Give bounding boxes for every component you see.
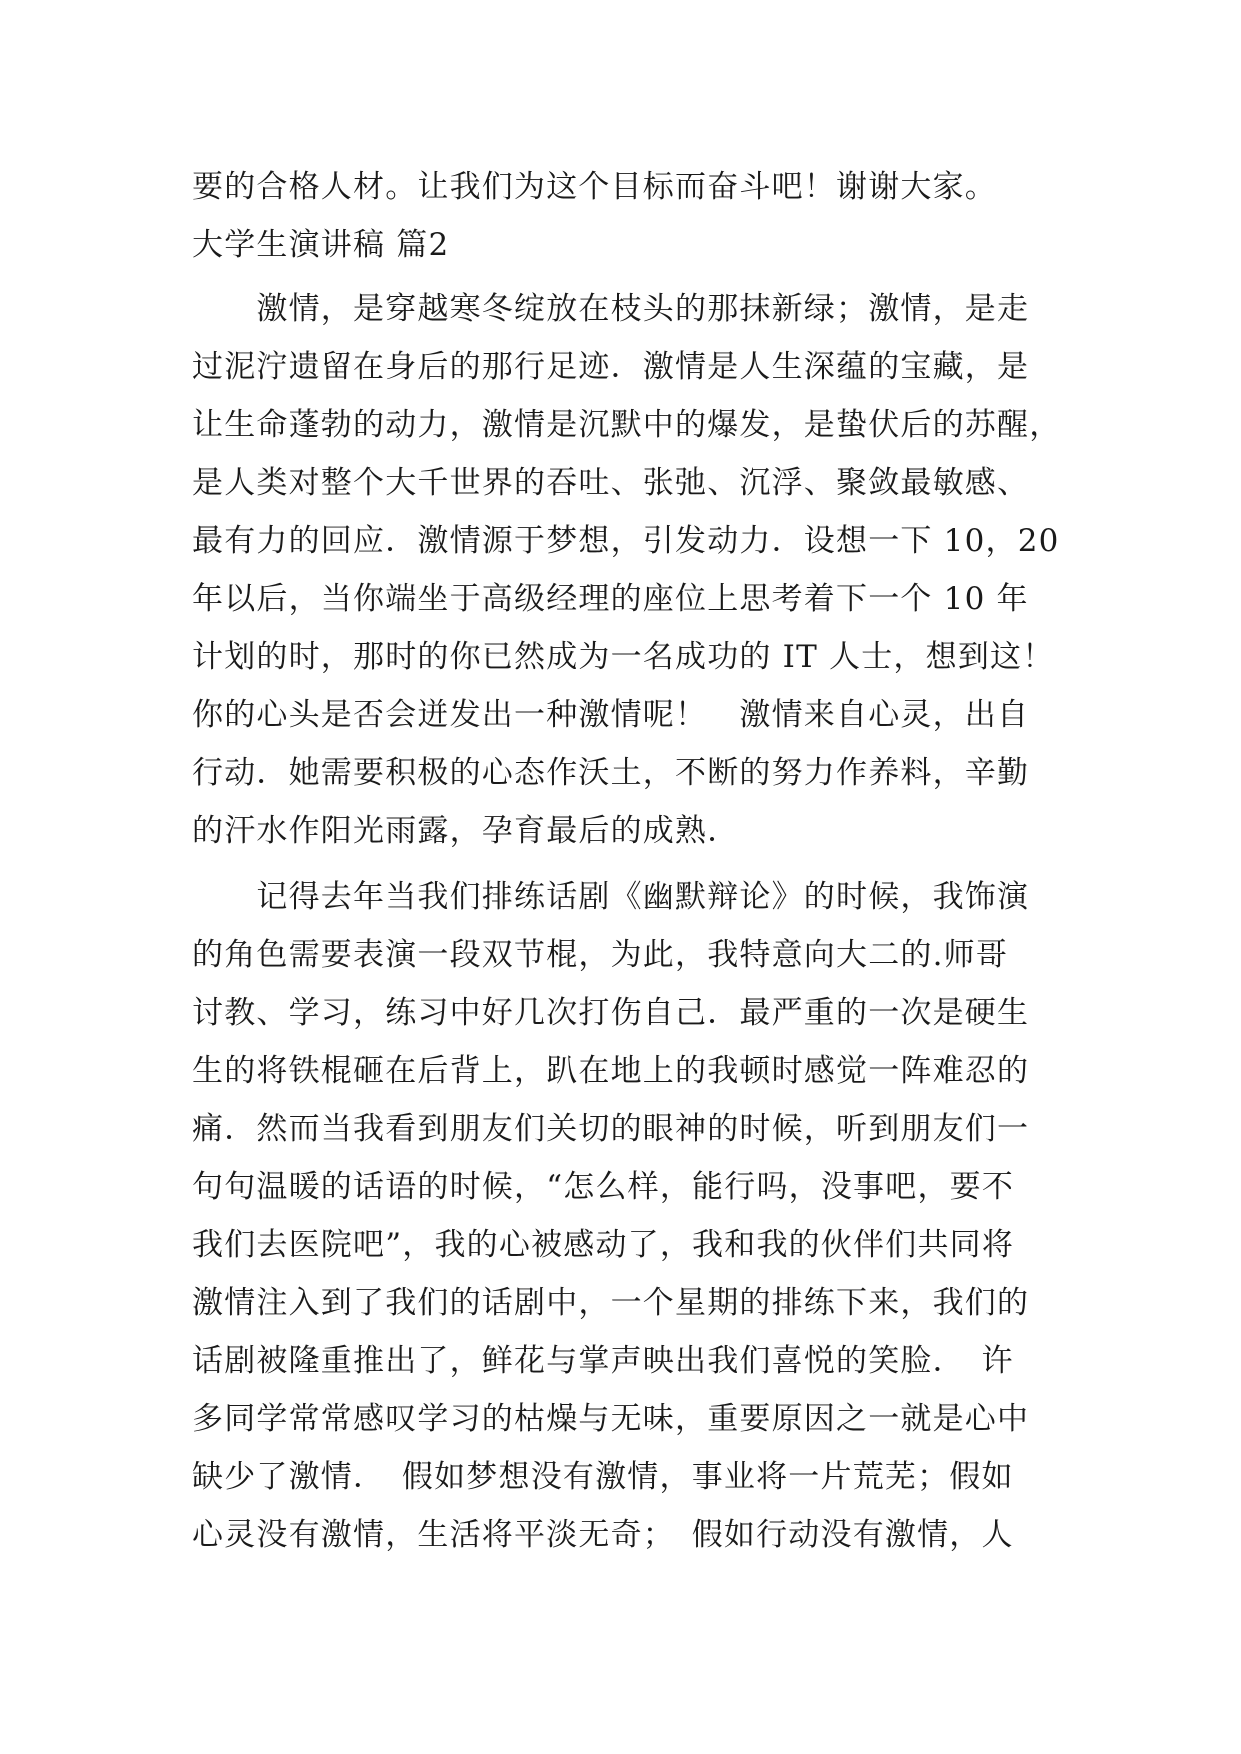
paragraph-line: 讨教、学习，练习中好几次打伤自己．最严重的一次是硬生 bbox=[192, 995, 1030, 1031]
paragraph-line: 的汗水作阳光雨露，孕育最后的成熟． bbox=[192, 813, 740, 849]
paragraph-line: 记得去年当我们排练话剧《幽默辩论》的时候，我饰演 bbox=[192, 879, 1030, 915]
paragraph-line: 的角色需要表演一段双节棍，为此，我特意向大二的.师哥 bbox=[192, 937, 1009, 973]
paragraph-line: 计划的时，那时的你已然成为一名成功的 IT 人士，想到这！ bbox=[192, 639, 1055, 675]
paragraph-line: 让生命蓬勃的动力，激情是沉默中的爆发，是蛰伏后的苏醒， bbox=[192, 407, 1062, 443]
paragraph-line: 行动．她需要积极的心态作沃土，不断的努力作养料，辛勤 bbox=[192, 755, 1030, 791]
intro-line: 要的合格人材。让我们为这个目标而奋斗吧！谢谢大家。 bbox=[192, 169, 997, 205]
paragraph-line: 句句温暖的话语的时候，“怎么样，能行吗，没事吧，要不 bbox=[192, 1169, 1015, 1205]
paragraph-line: 年以后，当你端坐于高级经理的座位上思考着下一个 10 年 bbox=[192, 581, 1029, 617]
paragraph-line: 最有力的回应．激情源于梦想，引发动力．设想一下 10，20 bbox=[192, 523, 1060, 559]
paragraph-line: 痛．然而当我看到朋友们关切的眼神的时候，听到朋友们一 bbox=[192, 1111, 1030, 1147]
paragraph-line: 激情，是穿越寒冬绽放在枝头的那抹新绿；激情，是走 bbox=[192, 291, 1030, 327]
paragraph-line: 话剧被隆重推出了，鲜花与掌声映出我们喜悦的笑脸． 许 bbox=[192, 1343, 1014, 1379]
paragraph-line: 你的心头是否会迸发出一种激情呢！ 激情来自心灵，出自 bbox=[192, 697, 1030, 733]
paragraph-line: 多同学常常感叹学习的枯燥与无味，重要原因之一就是心中 bbox=[192, 1401, 1030, 1437]
paragraph-1 bbox=[192, 280, 1072, 860]
paragraph-line: 缺少了激情． 假如梦想没有激情，事业将一片荒芜；假如 bbox=[192, 1459, 1014, 1495]
paragraph-line: 心灵没有激情，生活将平淡无奇； 假如行动没有激情，人 bbox=[192, 1517, 1014, 1553]
paragraph-2 bbox=[192, 868, 1072, 1564]
paragraph-line: 过泥泞遗留在身后的那行足迹．激情是人生深蕴的宝藏，是 bbox=[192, 349, 1030, 385]
paragraph-line: 是人类对整个大千世界的吞吐、张弛、沉浮、聚敛最敏感、 bbox=[192, 465, 1030, 501]
paragraph-line: 激情注入到了我们的话剧中，一个星期的排练下来，我们的 bbox=[192, 1285, 1030, 1321]
paragraph-line: 我们去医院吧”，我的心被感动了，我和我的伙伴们共同将 bbox=[192, 1227, 1015, 1263]
paragraph-line: 生的将铁棍砸在后背上，趴在地上的我顿时感觉一阵难忍的 bbox=[192, 1053, 1030, 1089]
document-body bbox=[192, 158, 1072, 1564]
section-title: 大学生演讲稿 篇2 bbox=[192, 227, 450, 263]
